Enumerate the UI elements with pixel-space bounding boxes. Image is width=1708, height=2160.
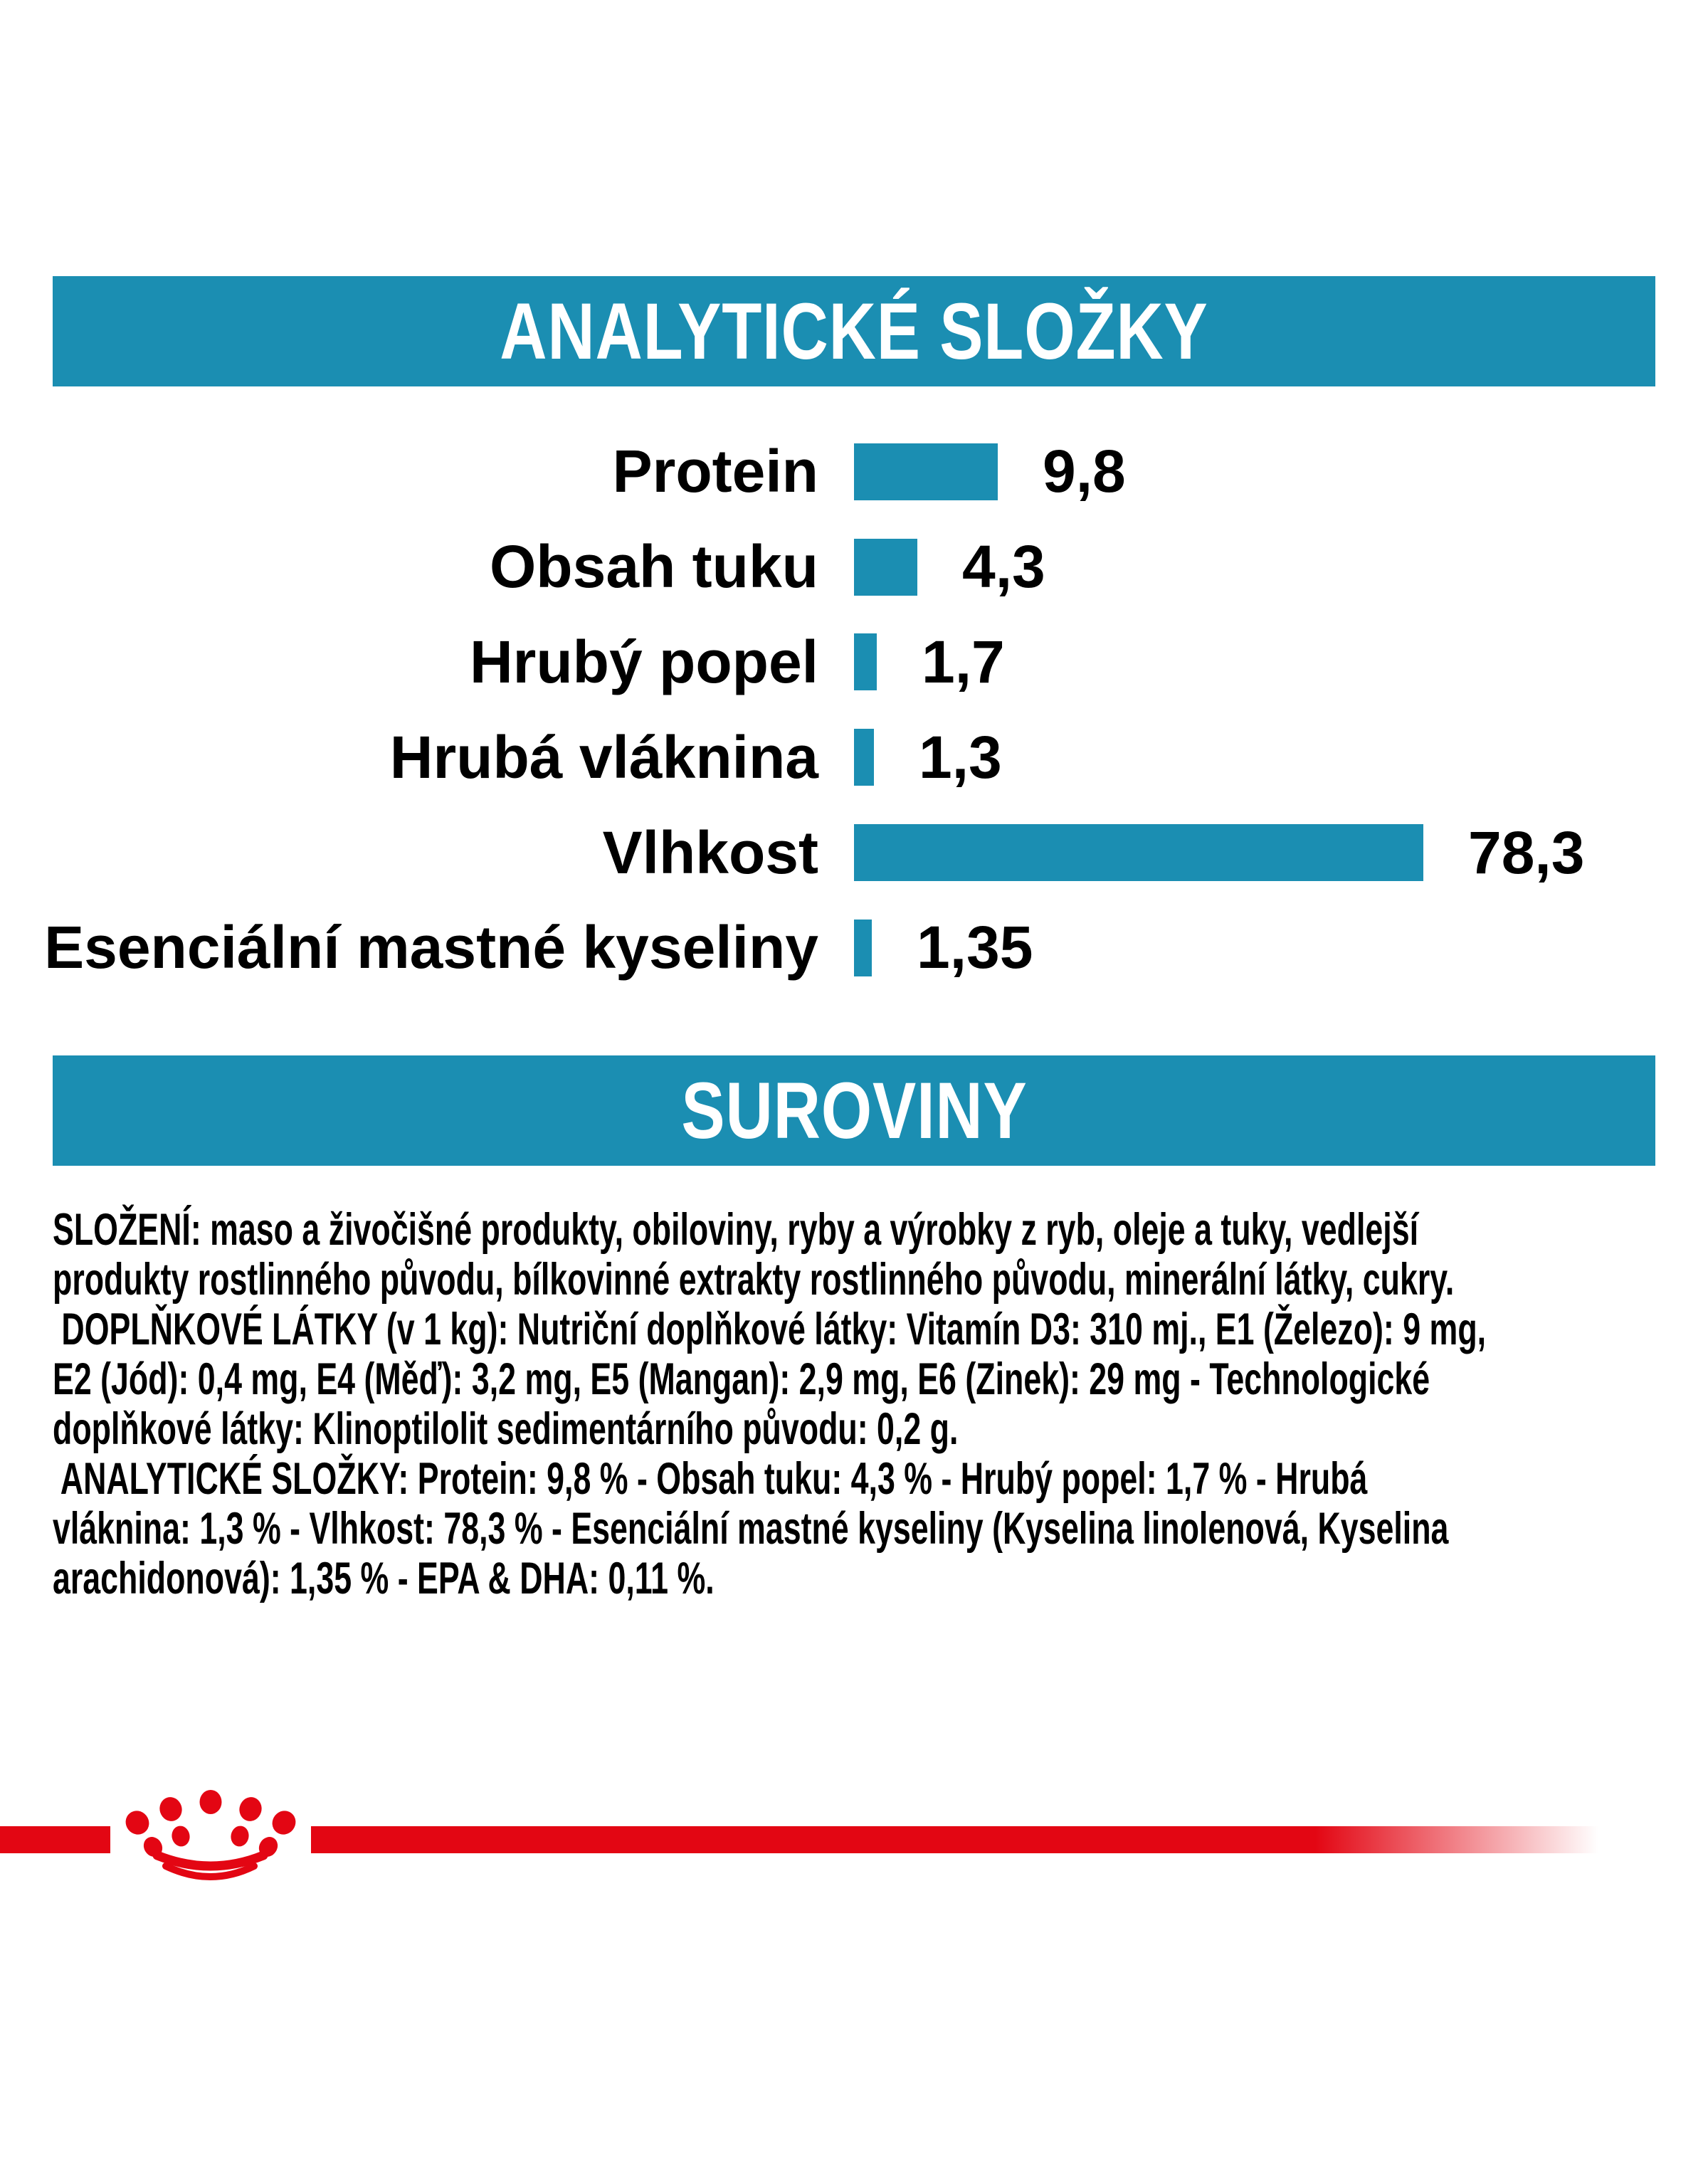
ingredients-text-line: ANALYTICKÉ SLOŽKY: Protein: 9,8 % - Obsah tuku: 4,3 % - Hrubý popel: 1,7 % - Hrubá	[53, 1454, 1368, 1504]
section-header-analytical	[53, 276, 1655, 386]
ingredients-text-line: arachidonová): 1,35 % - EPA & DHA: 0,11 %.	[53, 1554, 715, 1603]
chart-row	[0, 520, 1708, 615]
ingredients-text-line: vláknina: 1,3 % - Vlhkost: 78,3 % - Esenciální mastné kyseliny (Kyselina linolenová, Kyselina	[53, 1504, 1449, 1554]
ingredients-text-line: DOPLŇKOVÉ LÁTKY (v 1 kg): Nutriční doplňkové látky: Vitamín D3: 310 mj., E1 (Železo): 9 mg,	[53, 1305, 1487, 1354]
ingredients-text-line: E2 (Jód): 0,4 mg, E4 (Měď): 3,2 mg, E5 (Mangan): 2,9 mg, E6 (Zinek): 29 mg - Technologické	[53, 1354, 1430, 1404]
chart-value-label: 1,3	[919, 723, 1002, 791]
ingredients-text-line: SLOŽENÍ: maso a živočišné produkty, obiloviny, ryby a výrobky z ryb, oleje a tuky, vedlejší	[53, 1205, 1419, 1255]
chart-value-label: 1,7	[922, 628, 1005, 695]
chart-bar	[854, 539, 917, 596]
ingredients-text-line: produkty rostlinného původu, bílkovinné extrakty rostlinného původu, minerální látky, cukry.	[53, 1255, 1455, 1305]
royal-canin-crown-logo	[125, 1786, 296, 1886]
chart-row	[0, 424, 1708, 520]
section-title-analytical: ANALYTICKÉ SLOŽKY	[500, 287, 1208, 376]
brand-stripe-right	[311, 1826, 1598, 1853]
chart-category-label: Esenciální mastné kyseliny	[44, 914, 818, 981]
section-title-ingredients: SUROVINY	[680, 1066, 1028, 1155]
analytical-bar-chart	[0, 424, 1708, 996]
chart-value-label: 78,3	[1468, 818, 1585, 886]
ingredients-text-block	[53, 1205, 1658, 1603]
brand-stripe-left	[0, 1826, 110, 1853]
section-header-ingredients	[53, 1055, 1655, 1166]
ingredients-text-line: doplňkové látky: Klinoptilolit sedimentárního původu: 0,2 g.	[53, 1404, 959, 1454]
chart-row	[0, 900, 1708, 996]
chart-bar	[854, 443, 998, 500]
chart-bar	[854, 729, 874, 786]
chart-row	[0, 710, 1708, 805]
chart-category-label: Obsah tuku	[489, 533, 818, 601]
chart-category-label: Vlhkost	[602, 818, 818, 886]
chart-bar	[854, 633, 877, 690]
chart-category-label: Protein	[612, 438, 818, 505]
chart-category-label: Hrubá vláknina	[389, 723, 818, 791]
chart-bar	[854, 824, 1423, 881]
chart-row	[0, 805, 1708, 900]
chart-category-label: Hrubý popel	[469, 628, 818, 695]
chart-value-label: 4,3	[962, 533, 1045, 601]
chart-value-label: 9,8	[1043, 438, 1126, 505]
chart-value-label: 1,35	[917, 914, 1033, 981]
chart-row	[0, 615, 1708, 710]
chart-bar	[854, 920, 872, 976]
